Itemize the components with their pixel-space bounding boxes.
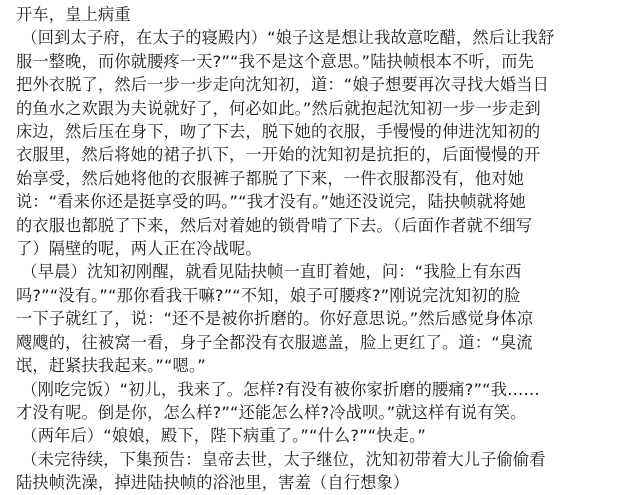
text-line: （两年后）“娘娘，殿下，陛下病重了。”“什么?”“快走。” xyxy=(16,426,426,446)
paragraph xyxy=(16,424,626,447)
text-line: 床边，然后压在身下，吻了下去，脱下她的衣服，手慢慢的伸进沈知初的 xyxy=(16,122,541,142)
text-line: 的衣服也都脱了下来，然后对着她的锁骨啃了下去。（后面作者就不细写 xyxy=(16,215,533,235)
text-line: 把外衣脱了，然后一步一步走向沈知初，道：“娘子想要再次寻找大婚当日 xyxy=(16,75,549,95)
text-line: （刚吃完饭）“初儿，我来了。怎样?有没有被你家折磨的腰痛?”“我…… xyxy=(16,379,540,399)
text-line: 开车，皇上病重 xyxy=(16,5,131,24)
text-line: 了）隔壁的呢，两人正在冷战呢。 xyxy=(16,239,262,259)
text-line: 飕飕的，往被窝一看，身子全都没有衣服遮盖，脸上更红了。道：“臭流 xyxy=(16,332,533,352)
text-line: （未完待续，下集预告：皇帝去世，太子继位，沈知初带着大儿子偷偷看 xyxy=(16,449,546,469)
paragraph xyxy=(16,378,626,425)
text-line: 才没有呢。倒是你，怎么样?”“还能怎么样?冷战呗。”就这样有说有笑。 xyxy=(16,402,527,422)
paragraph xyxy=(16,448,626,495)
paragraph xyxy=(16,260,626,377)
text-line: 氓，赶紧扶我起来。”“嗯。” xyxy=(16,356,206,376)
text-line: （早晨）沈知初刚醒，就看见陆抉帧一直盯着她，问：“我脸上有东西 xyxy=(16,262,522,282)
text-line: 陆抉帧洗澡，掉进陆抉帧的浴池里，害羞（自行想象） xyxy=(16,473,410,493)
text-line: 服一整晚，而你就腰疼一天?”“我不是这个意思。”陆抉帧根本不听，而先 xyxy=(16,51,535,71)
text-line: （回到太子府，在太子的寝殿内）“娘子这是想让我故意吃醋，然后让我舒 xyxy=(16,28,555,48)
text-line: 一下子就红了，说：“还不是被你折磨的。你好意思说。”然后感觉身体凉 xyxy=(16,309,534,329)
text-line: 吗?”“没有。”“那你看我干嘛?”“不知，娘子可腰疼?”刚说完沈知初的脸 xyxy=(16,285,521,305)
text-line: 衣服里，然后将她的裙子扒下，一开始的沈知初是抗拒的，后面慢慢的开 xyxy=(16,145,541,165)
text-line: 始享受，然后她将他的衣服裤子都脱了下来，一件衣服都没有，他对她 xyxy=(16,168,525,188)
paragraph xyxy=(16,26,626,260)
text-line: 说：“看来你还是挺享受的吗。”“我才没有。”她还没说完，陆抉帧就将她 xyxy=(16,192,526,212)
text-line: 的鱼水之欢跟为夫说就好了，何必如此。”然后就抱起沈知初一步一步走到 xyxy=(16,98,541,118)
paragraph xyxy=(16,3,626,26)
